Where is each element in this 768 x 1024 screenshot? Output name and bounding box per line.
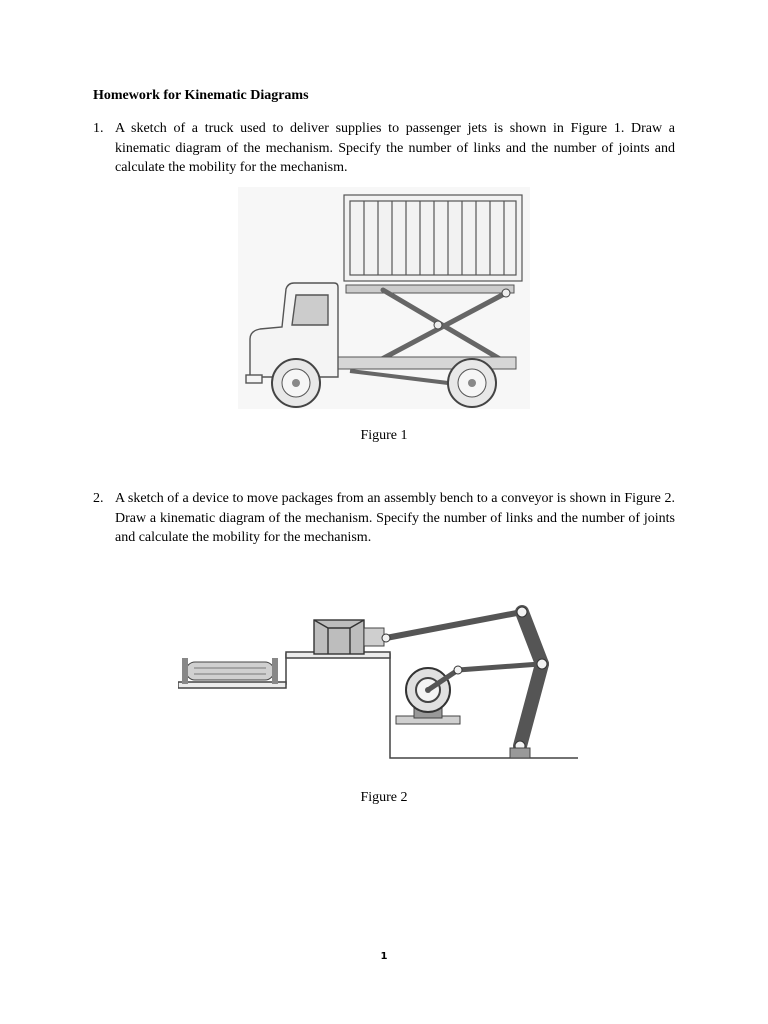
figure-2-package-mover-sketch: [178, 598, 584, 770]
figure-2-caption: Figure 2: [360, 790, 408, 805]
question-number: 2.: [93, 491, 104, 506]
page-number: 1: [380, 951, 388, 962]
question-text: A sketch of a device to move packages from an assembly bench to a conveyor is shown in Figure 2. Draw a kinematic diagram of the mechanism. Specify the number of links and the number of joints and calculate the mobility for the mechanism.: [115, 491, 675, 545]
question-2: [93, 489, 675, 548]
ground-mount: [510, 748, 530, 758]
conveyor: [182, 658, 278, 684]
cargo-box: [344, 195, 522, 281]
top-pivot: [502, 289, 510, 297]
package: [314, 620, 364, 654]
question-text: A sketch of a truck used to deliver supplies to passenger jets is shown in Figure 1. Draw a kinematic diagram of the mechanism. Specify the number of links and the number of joints and calculate the mobility for the mechanism.: [115, 121, 675, 175]
page-title: Homework for Kinematic Diagrams: [93, 88, 309, 103]
rear-wheel: [448, 359, 496, 407]
question-number: 1.: [93, 121, 104, 136]
pusher-head: [364, 628, 384, 646]
upper-platform: [346, 285, 514, 293]
question-1: [93, 119, 675, 178]
front-wheel: [272, 359, 320, 407]
figure-1-caption: Figure 1: [360, 428, 408, 443]
figure-1-truck-sketch: [238, 187, 530, 409]
scissor-pivot: [434, 321, 442, 329]
